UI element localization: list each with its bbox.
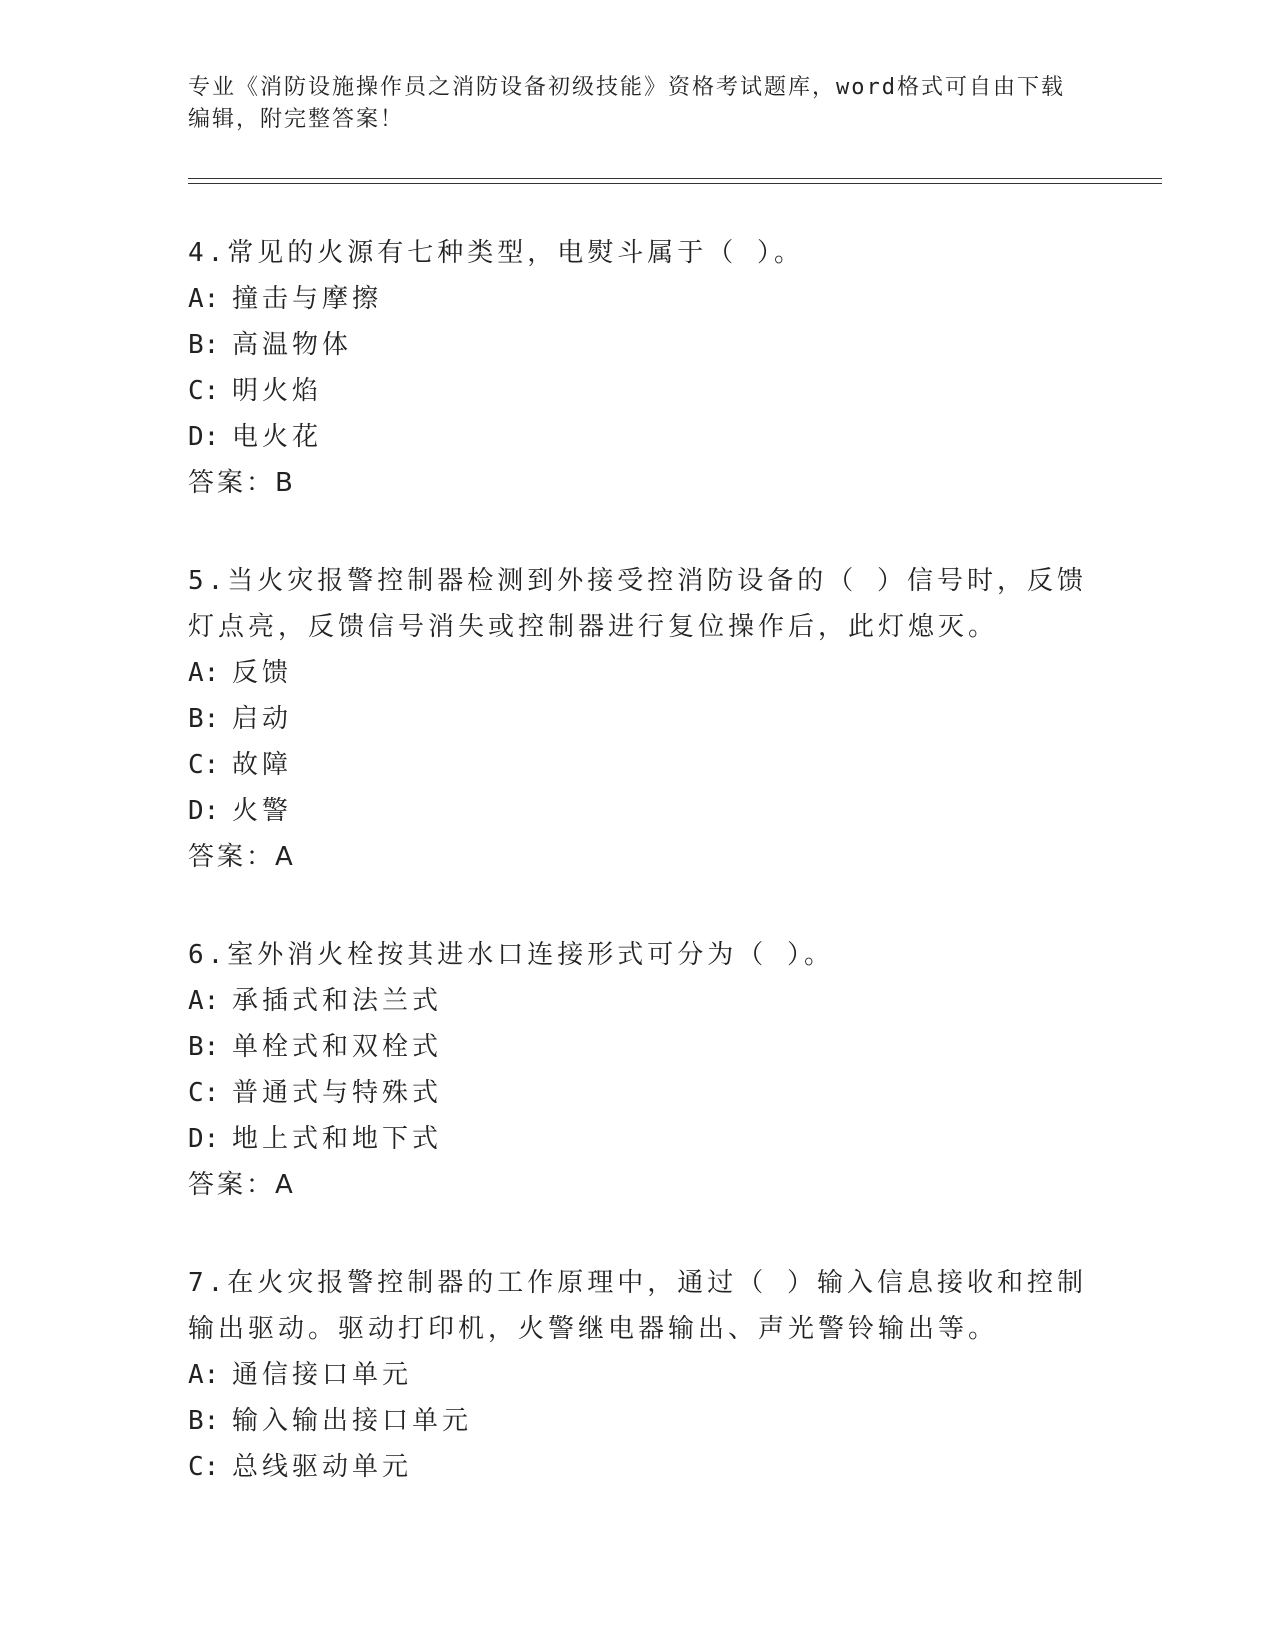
answer-line: 答案：A xyxy=(188,842,296,872)
question-stem: 5.当火灾报警控制器检测到外接受控消防设备的（ ）信号时，反馈灯点亮，反馈信号消失或控制器进行复位操作后，此灯熄灭。 xyxy=(188,566,1087,642)
option-text: 明火焰 xyxy=(232,376,323,406)
option-text: 承插式和法兰式 xyxy=(232,986,443,1016)
option-key: D: xyxy=(188,422,220,452)
question-4 xyxy=(188,230,1088,506)
option-a xyxy=(188,276,1088,322)
option-key: D: xyxy=(188,796,220,826)
option-key: C: xyxy=(188,376,220,406)
option-key: A: xyxy=(188,986,220,1016)
option-key: A: xyxy=(188,284,220,314)
option-c xyxy=(188,368,1088,414)
option-text: 反馈 xyxy=(232,658,293,688)
question-6 xyxy=(188,932,1088,1208)
option-d xyxy=(188,414,1088,460)
option-text: 启动 xyxy=(232,704,293,734)
option-text: 输入输出接口单元 xyxy=(232,1406,473,1436)
option-key: C: xyxy=(188,1078,220,1108)
option-text: 单栓式和双栓式 xyxy=(232,1032,443,1062)
option-key: B: xyxy=(188,1406,220,1436)
option-a xyxy=(188,1352,1088,1398)
question-stem: 7.在火灾报警控制器的工作原理中，通过（ ）输入信息接收和控制输出驱动。驱动打印机，火警继电器输出、声光警铃输出等。 xyxy=(188,1268,1087,1344)
option-text: 撞击与摩擦 xyxy=(232,284,383,314)
option-key: C: xyxy=(188,1452,220,1482)
header-divider-bottom xyxy=(188,183,1162,184)
question-list xyxy=(188,230,1088,1542)
option-a xyxy=(188,978,1088,1024)
option-b xyxy=(188,696,1088,742)
option-a xyxy=(188,650,1088,696)
option-text: 普通式与特殊式 xyxy=(232,1078,443,1108)
option-key: B: xyxy=(188,330,220,360)
question-5 xyxy=(188,558,1088,880)
option-text: 火警 xyxy=(232,796,293,826)
option-text: 故障 xyxy=(232,750,293,780)
option-text: 电火花 xyxy=(232,422,323,452)
answer-line: 答案：A xyxy=(188,1170,296,1200)
answer-line: 答案：B xyxy=(188,468,296,498)
option-d xyxy=(188,1116,1088,1162)
option-b xyxy=(188,322,1088,368)
option-text: 通信接口单元 xyxy=(232,1360,413,1390)
header-text: 专业《消防设施操作员之消防设备初级技能》资格考试题库，word格式可自由下载编辑，附完整答案！ xyxy=(188,75,1065,132)
header-divider-top xyxy=(188,178,1162,179)
option-key: A: xyxy=(188,1360,220,1390)
option-d xyxy=(188,788,1088,834)
option-b xyxy=(188,1024,1088,1070)
option-key: A: xyxy=(188,658,220,688)
question-stem: 4.常见的火源有七种类型，电熨斗属于（ ）。 xyxy=(188,238,804,268)
option-text: 总线驱动单元 xyxy=(232,1452,413,1482)
option-key: D: xyxy=(188,1124,220,1154)
option-b xyxy=(188,1398,1088,1444)
question-7 xyxy=(188,1260,1088,1490)
option-text: 高温物体 xyxy=(232,330,353,360)
option-key: B: xyxy=(188,1032,220,1062)
option-key: B: xyxy=(188,704,220,734)
option-key: C: xyxy=(188,750,220,780)
option-c xyxy=(188,1444,1088,1490)
option-text: 地上式和地下式 xyxy=(232,1124,443,1154)
question-stem: 6.室外消火栓按其进水口连接形式可分为（ ）。 xyxy=(188,940,834,970)
option-c xyxy=(188,742,1088,788)
option-c xyxy=(188,1070,1088,1116)
document-header xyxy=(188,72,1088,136)
